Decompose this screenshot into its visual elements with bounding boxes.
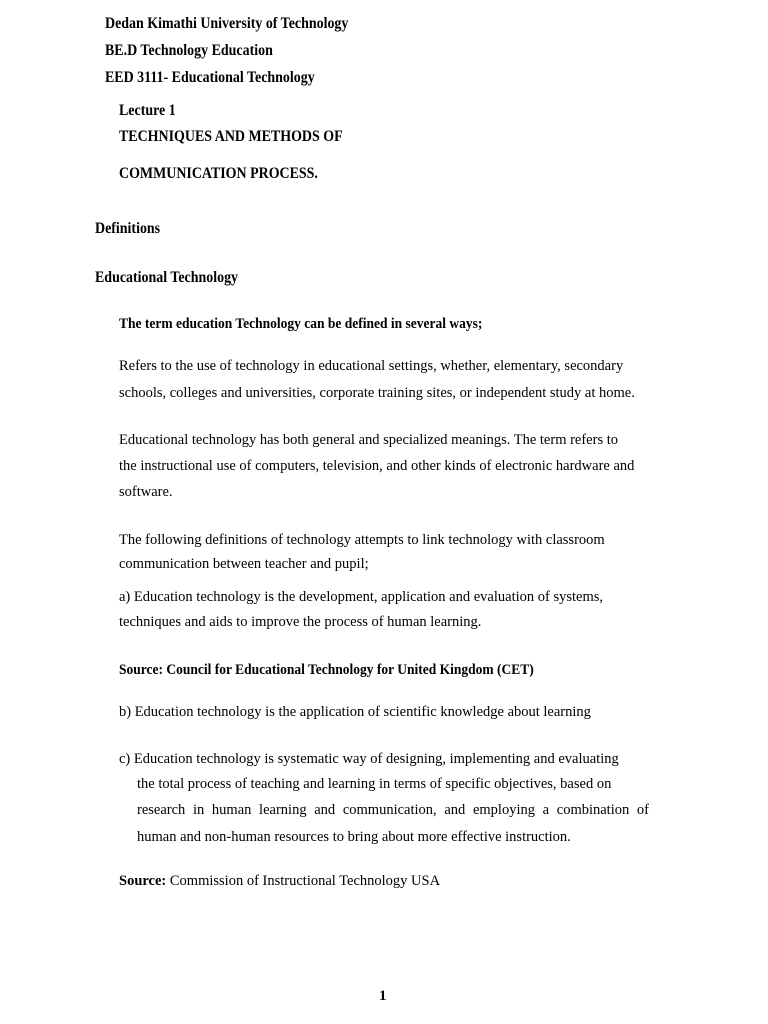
- heading-educational-technology: Educational Technology: [95, 269, 239, 286]
- course-title: EED 3111- Educational Technology: [105, 69, 315, 86]
- lecture-title-line1: TECHNIQUES AND METHODS OF: [119, 128, 343, 145]
- definition-c-line-4: human and non-human resources to bring about more effective instruction.: [137, 829, 571, 845]
- paragraph-1-line-2: schools, colleges and universities, corporate training sites, or independent study at home.: [119, 385, 635, 401]
- source-cit-label: Source:: [119, 873, 167, 889]
- intro-statement: The term education Technology can be defined in several ways;: [119, 316, 483, 332]
- paragraph-2-line-3: software.: [119, 484, 173, 500]
- source-cet: Source: Council for Educational Technology for United Kingdom (CET): [119, 662, 534, 678]
- definition-c-line-2: the total process of teaching and learning in terms of specific objectives, based on: [137, 776, 612, 792]
- paragraph-2-line-2: the instructional use of computers, television, and other kinds of electronic hardware and: [119, 458, 635, 474]
- definition-a-line-2: techniques and aids to improve the process of human learning.: [119, 614, 482, 630]
- source-cit-text: Commission of Instructional Technology USA: [166, 873, 441, 889]
- page-number: 1: [379, 988, 387, 1004]
- paragraph-1-line-1: Refers to the use of technology in educational settings, whether, elementary, secondary: [119, 358, 624, 374]
- paragraph-3-line-1: The following definitions of technology attempts to link technology with classroom: [119, 532, 605, 548]
- definition-c-line-3: research in human learning and communication, and employing a combination of: [137, 802, 649, 818]
- lecture-title-line2: COMMUNICATION PROCESS.: [119, 165, 318, 182]
- lecture-number: Lecture 1: [119, 102, 176, 119]
- paragraph-2-line-1: Educational technology has both general and specialized meanings. The term refers to: [119, 432, 618, 448]
- paragraph-3-line-2: communication between teacher and pupil;: [119, 556, 369, 572]
- definition-b-line-1: b) Education technology is the application of scientific knowledge about learning: [119, 704, 591, 720]
- definition-c-line-1: c) Education technology is systematic way of designing, implementing and evaluating: [119, 751, 619, 767]
- definition-a-line-1: a) Education technology is the development, application and evaluation of systems,: [119, 589, 604, 605]
- heading-definitions: Definitions: [95, 220, 161, 237]
- university-name: Dedan Kimathi University of Technology: [105, 15, 349, 32]
- program-name: BE.D Technology Education: [105, 42, 273, 59]
- source-cit: [119, 872, 440, 890]
